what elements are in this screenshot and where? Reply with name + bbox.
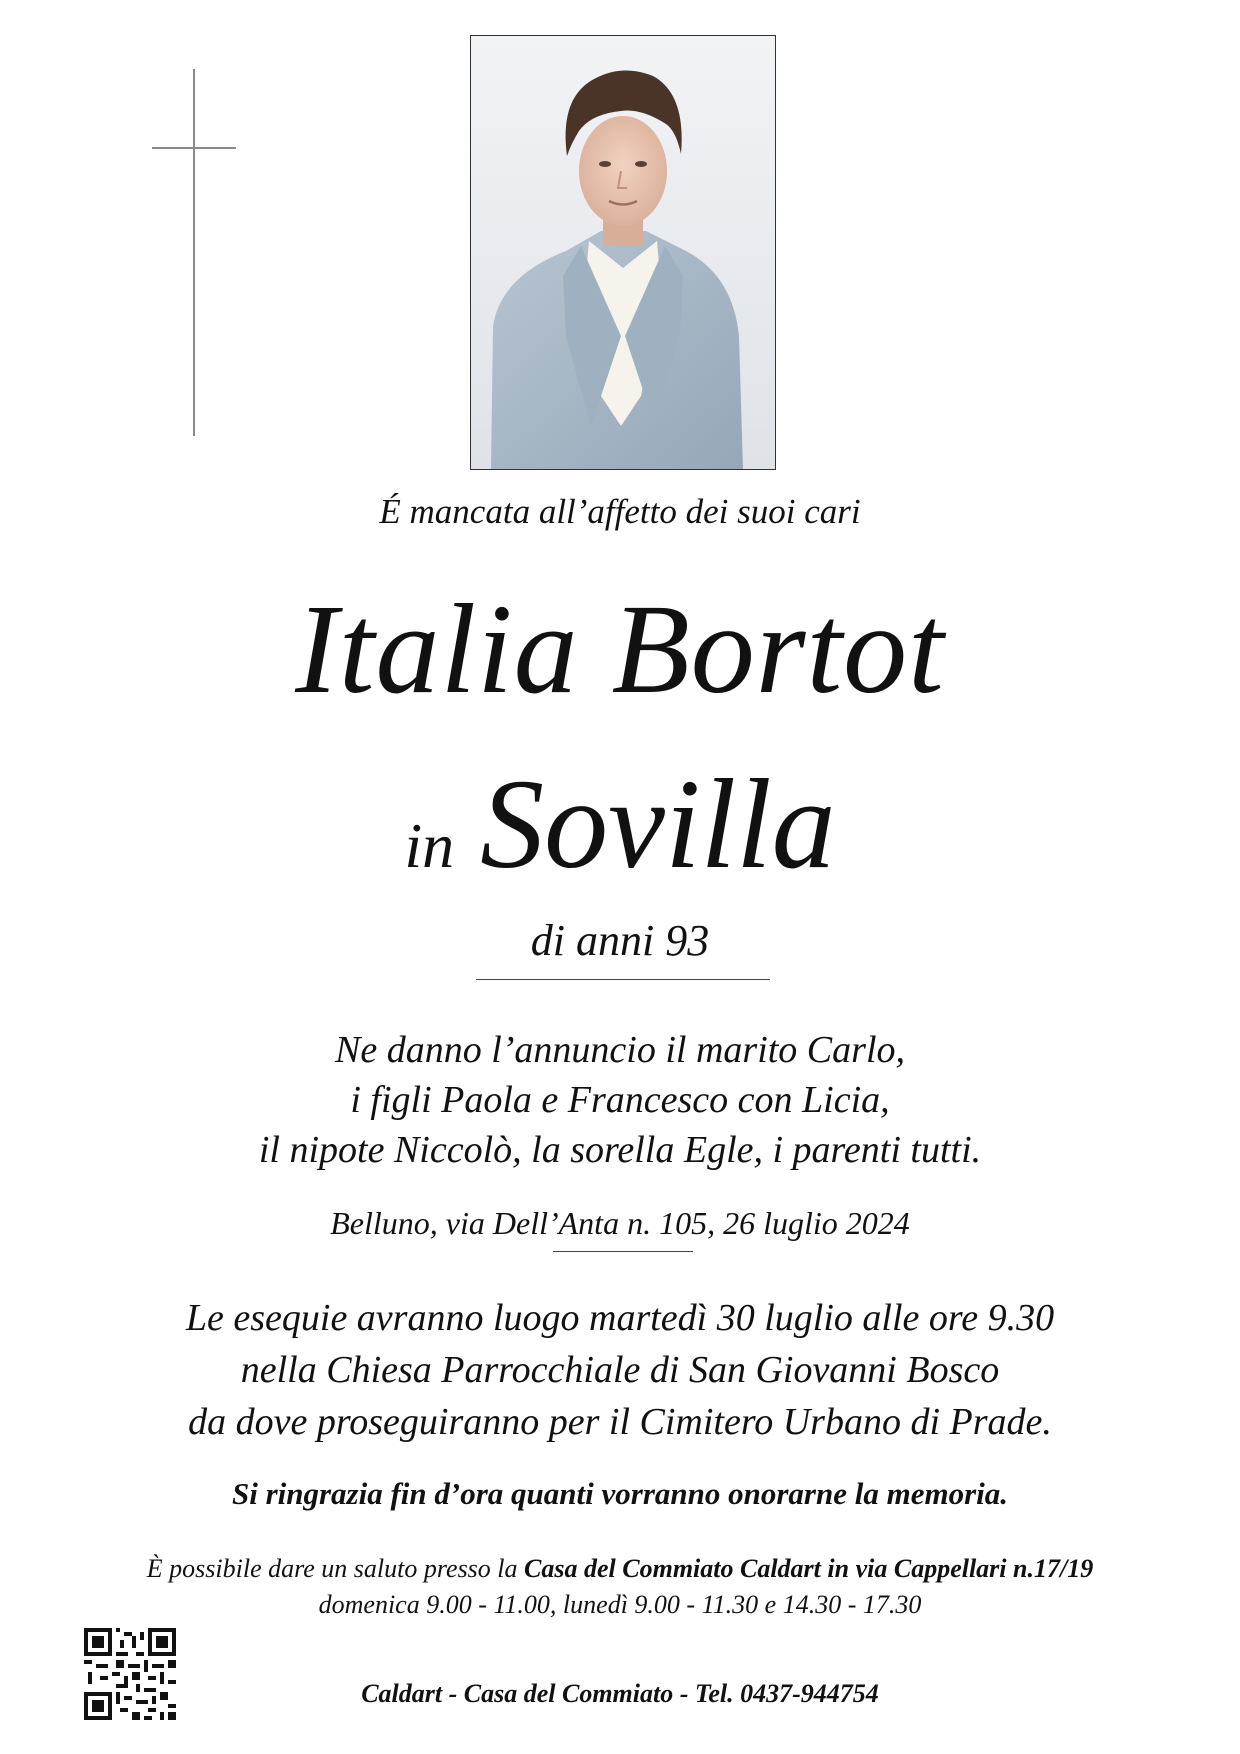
footer-contact: Caldart - Casa del Commiato - Tel. 0437-944754 <box>361 1679 879 1708</box>
married-name <box>0 753 1240 895</box>
family-line: il nipote Niccolò, la sorella Egle, i parenti tutti. <box>258 1129 982 1171</box>
family-line: Ne danno l’annuncio il marito Carlo, <box>335 1029 905 1071</box>
visitation-hours: domenica 9.00 - 11.00, lunedì 9.00 - 11.30 e 14.30 - 17.30 <box>318 1590 922 1619</box>
divider <box>476 979 770 980</box>
thanks-line: Si ringrazia fin d’ora quanti vorranno onorarne la memoria. <box>231 1476 1009 1511</box>
portrait-photo <box>470 35 776 470</box>
funeral-line: nella Chiesa Parrocchiale di San Giovanni Bosco <box>240 1349 1000 1391</box>
family-announcement <box>0 1025 1240 1175</box>
age-line: di anni 93 <box>530 916 710 965</box>
cross-icon-vertical <box>193 69 195 436</box>
family-line: i figli Paola e Francesco con Licia, <box>350 1079 890 1121</box>
divider <box>553 1251 693 1252</box>
deceased-name: Italia Bortot <box>295 578 945 720</box>
married-surname: Sovilla <box>480 753 836 895</box>
funeral-line: Le esequie avranno luogo martedì 30 luglio alle ore 9.30 <box>185 1297 1055 1339</box>
portrait-illustration <box>471 36 775 469</box>
cross-icon-horizontal <box>152 147 236 149</box>
visitation-prefix: È possibile dare un saluto presso la <box>146 1554 525 1583</box>
intro-line: É mancata all’affetto dei suoi cari <box>379 492 861 531</box>
name-prefix: in <box>404 810 455 881</box>
visitation-info <box>0 1551 1240 1623</box>
funeral-line: da dove proseguiranno per il Cimitero Urbano di Prade. <box>188 1401 1052 1443</box>
visitation-place: Casa del Commiato Caldart in via Cappellari n.17/19 <box>524 1554 1094 1583</box>
funeral-details <box>0 1292 1240 1448</box>
visitation-location <box>0 1551 1240 1587</box>
address-date: Belluno, via Dell’Anta n. 105, 26 luglio 2024 <box>330 1205 910 1241</box>
